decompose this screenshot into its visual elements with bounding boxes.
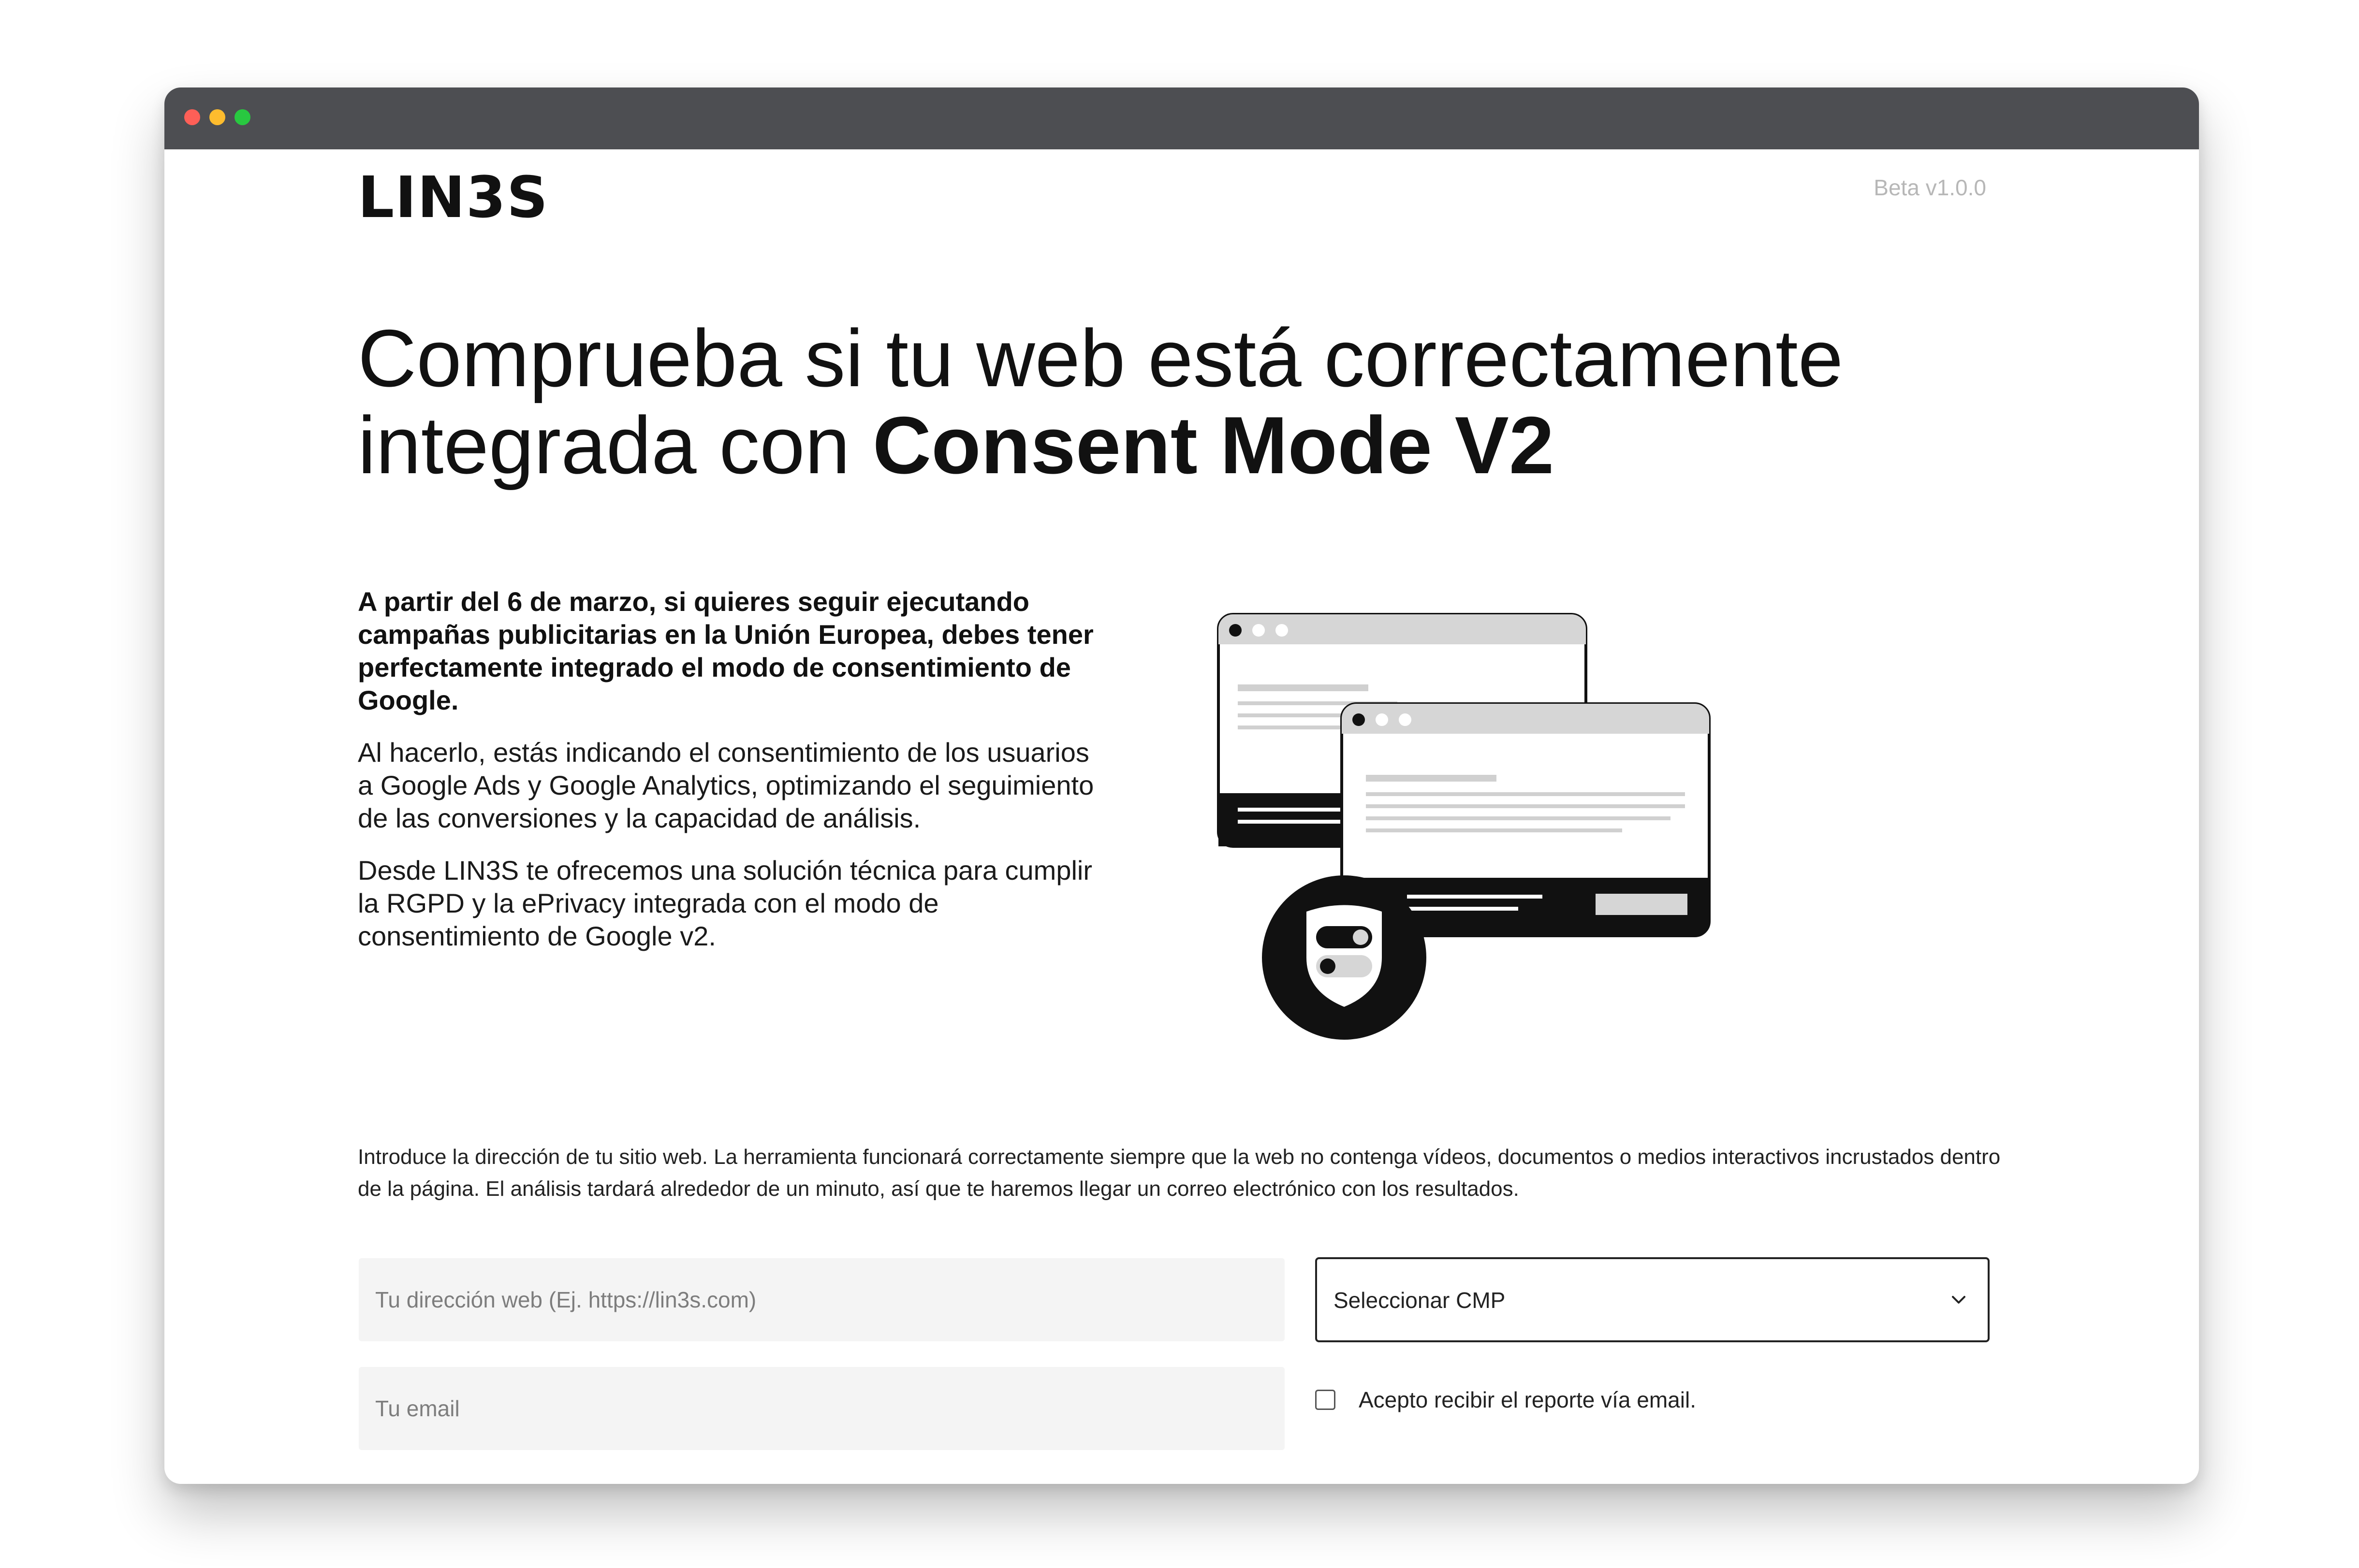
close-window-button[interactable] bbox=[184, 109, 200, 125]
brand-logo[interactable]: LIN3S bbox=[358, 164, 549, 231]
consent-label[interactable]: Acepto recibir el reporte vía email. bbox=[1359, 1387, 1696, 1412]
window-titlebar bbox=[164, 87, 2199, 149]
minimize-window-button[interactable] bbox=[209, 109, 225, 125]
cmp-select-label: Seleccionar CMP bbox=[1333, 1288, 1506, 1313]
form-instructions: Introduce la dirección de tu sitio web. La herramienta funcionará correctamente siempre que la web no contenga vídeos, documentos o medios interactivos incrustados dentro de la página. El análisis tardará alrededor de un minuto, así que te haremos llegar un correo electrónico con los resultados. bbox=[358, 1145, 2001, 1201]
title-line-2: integrada con bbox=[358, 400, 850, 491]
title-line-1: Comprueba si tu web está correctamente bbox=[358, 313, 1844, 404]
browser-window bbox=[164, 87, 2199, 1484]
website-url-input[interactable] bbox=[359, 1258, 1285, 1341]
page-title bbox=[358, 315, 1953, 489]
email-input[interactable] bbox=[359, 1367, 1285, 1450]
title-highlight: Consent Mode V2 bbox=[872, 400, 1554, 491]
maximize-window-button[interactable] bbox=[234, 109, 250, 125]
consent-illustration bbox=[1214, 610, 1808, 1045]
intro-paragraph-2: Al hacerlo, estás indicando el consentimiento de los usuarios a Google Ads y Google Analytics, optimizando el seguimiento de las conversiones y la capacidad de análisis. bbox=[358, 737, 1094, 833]
chevron-down-icon bbox=[1949, 1293, 1968, 1307]
intro-text bbox=[358, 585, 1102, 972]
version-label: Beta v1.0.0 bbox=[1874, 175, 1986, 200]
intro-paragraph-lead: A partir del 6 de marzo, si quieres seguir ejecutando campañas publicitarias en la Unión Europea, debes tener perfectamente integrado el modo de consentimiento de Google. bbox=[358, 586, 1094, 715]
consent-checkbox[interactable] bbox=[1315, 1390, 1335, 1410]
cmp-select[interactable] bbox=[1315, 1257, 1990, 1342]
intro-paragraph-3: Desde LIN3S te ofrecemos una solución técnica para cumplir la RGPD y la ePrivacy integrada con el modo de consentimiento de Google v2. bbox=[358, 855, 1092, 951]
shield-toggle-icon bbox=[1262, 875, 1426, 1040]
